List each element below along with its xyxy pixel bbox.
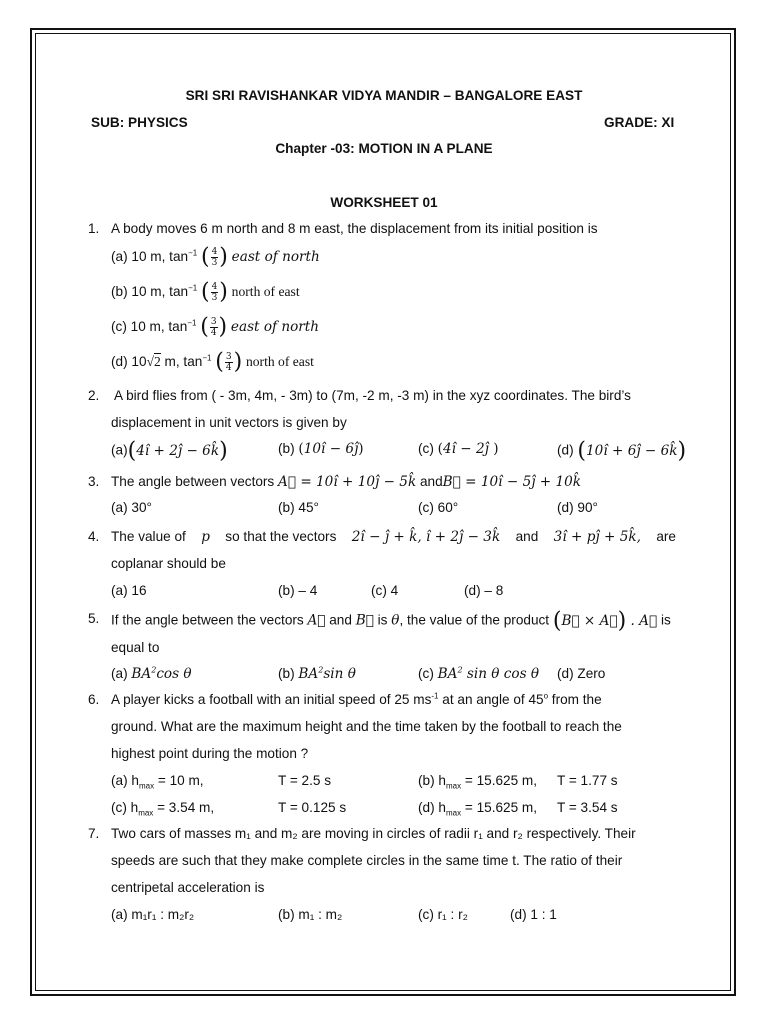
q3-option-d: (d) 90° (557, 500, 598, 515)
q7-option-a: (a) m₁r₁ : m₂r₂ (111, 907, 195, 922)
q6-option-a-time: T = 2.5 s (278, 773, 332, 788)
subject: SUB: PHYSICS (91, 115, 188, 130)
q7-number: 7. (88, 826, 100, 841)
q7-line3: centripetal acceleration is (111, 880, 265, 895)
q5-text: If the angle between the vectors A⃗ and B⃗ is θ, the value of the product (B⃗ × A⃗) . A⃗ is (111, 608, 671, 633)
q4-text: The value of p so that the vectors 2î − ĵ + k̂, î + 2ĵ − 3k̂ and 3î + pĵ + 5k̂, are (111, 529, 676, 545)
q2-option-b: (b) (10î − 6ĵ) (278, 441, 364, 457)
q7-option-d: (d) 1 : 1 (510, 907, 557, 922)
q3-number: 3. (88, 474, 100, 489)
q6-option-c: (c) $h_{max} = 3.54$ m, (111, 800, 215, 818)
q1-option-d: (d) 10√2 m, $\tan^{-1}$ ( $\frac{3}{4}$ ) north of east (111, 349, 314, 375)
q7-option-c: (c) r₁ : r₂ (418, 907, 468, 922)
q7-option-b: (b) m₁ : m₂ (278, 907, 343, 922)
q2-option-c: (c) (4î − 2ĵ ) (418, 441, 499, 457)
q6-line1: A player kicks a football with an initial speed of 25 $ms^{-1}$ at an angle of 45$^o$ from the (111, 691, 602, 707)
q1-option-b: (b) 10 m, $\tan^{-1}$ ( $\frac{4}{3}$ ) north of east (111, 279, 300, 305)
q6-option-c-time: T = 0.125 s (278, 800, 347, 815)
chapter-title: Chapter -03: MOTION IN A PLANE (275, 141, 493, 156)
q1-text: A body moves 6 m north and 8 m east, the displacement from its initial position is (111, 221, 598, 236)
q1-option-a: (a) 10 m, $\tan^{-1}$ ( $\frac{4}{3}$ ) east of north (111, 244, 320, 270)
q5-option-b: (b) $BA^2\sin$ θ (278, 665, 356, 682)
school-name: SRI SRI RAVISHANKAR VIDYA MANDIR – BANGALORE EAST (185, 88, 583, 103)
q1-option-c: (c) 10 m, $\tan^{-1}$ ( $\frac{3}{4}$ ) east of north (111, 314, 320, 340)
q6-option-b: (b) $h_{max} = 15.625$ m, (418, 773, 538, 791)
q5-line2: equal to (111, 640, 160, 655)
q4-option-a: (a) 16 (111, 583, 147, 598)
q4-line2: coplanar should be (111, 556, 226, 571)
q5-option-c: (c) $BA^2$ sin θ cos θ (418, 665, 540, 682)
q6-option-d: (d) $h_{max} = 15.625$ m, (418, 800, 538, 818)
q6-option-b-time: T = 1.77 s (557, 773, 618, 788)
q3-text: The angle between vectors A⃗ = 10î + 10ĵ − 5k̂ andB⃗ = 10î − 5ĵ + 10k̂ (111, 474, 582, 490)
q7-line2: speeds are such that they make complete circles in the same time t. The ratio of their (111, 853, 623, 868)
q7-line1: Two cars of masses m₁ and m₂ are moving in circles of radii r₁ and r₂ respectively. Their (111, 826, 636, 841)
q4-option-c: (c) 4 (371, 583, 399, 598)
q2-line1: A bird flies from ( - 3m, 4m, - 3m) to (7m, -2 m, -3 m) in the xyz coordinates. The bird’s (114, 388, 631, 403)
q4-option-d: (d) – 8 (464, 583, 504, 598)
q2-line2: displacement in unit vectors is given by (111, 415, 347, 430)
q5-option-a: (a) $BA^2\cos$ θ (111, 665, 192, 682)
q2-option-d: (d) (10î + 6ĵ − 6k̂) (557, 438, 687, 463)
worksheet-title: WORKSHEET 01 (330, 195, 438, 210)
q5-option-d: (d) Zero (557, 666, 606, 681)
q5-number: 5. (88, 611, 100, 626)
q6-option-d-time: T = 3.54 s (557, 800, 618, 815)
q6-number: 6. (88, 692, 100, 707)
q6-line3: highest point during the motion ? (111, 746, 309, 761)
q3-option-a: (a) 30° (111, 500, 152, 515)
q2-option-a: (a)(4î + 2ĵ − 6k̂) (111, 438, 228, 463)
q3-option-c: (c) 60° (418, 500, 459, 515)
q1-number: 1. (88, 221, 100, 236)
q3-option-b: (b) 45° (278, 500, 319, 515)
grade: GRADE: XI (604, 115, 675, 130)
q4-number: 4. (88, 529, 100, 544)
q6-option-a: (a) $h_{max} = 10$ m, (111, 773, 204, 791)
q6-line2: ground. What are the maximum height and the time taken by the football to reach the (111, 719, 622, 734)
q4-option-b: (b) – 4 (278, 583, 318, 598)
q2-number: 2. (88, 388, 100, 403)
